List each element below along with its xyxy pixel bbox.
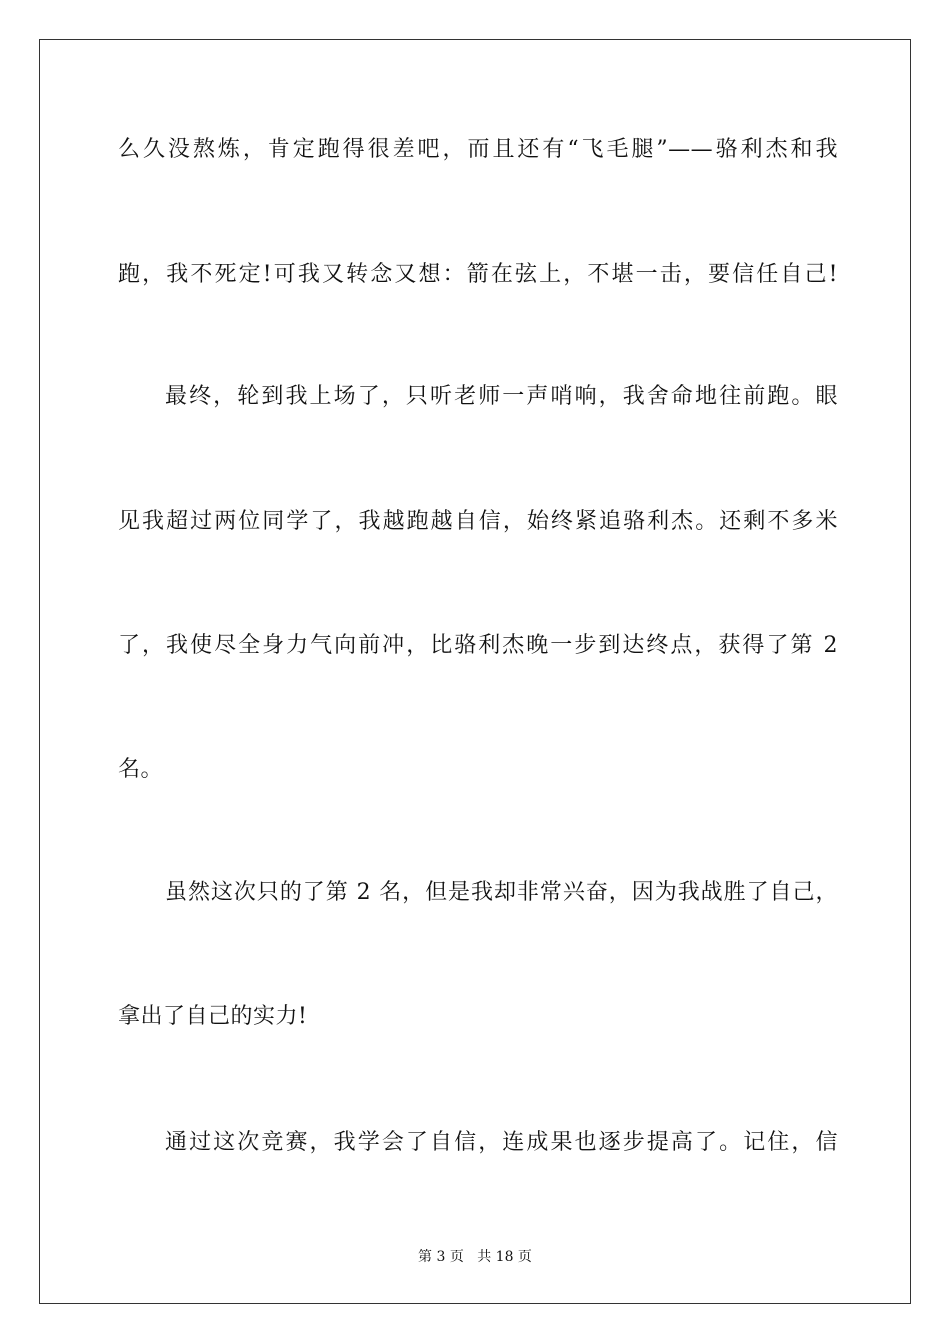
text-line: 名。 — [118, 757, 164, 782]
page-footer — [0, 1247, 950, 1267]
paragraph-line: 虽然这次只的了第 2 名，但是我却非常兴奋，因为我战胜了自己， — [165, 880, 838, 905]
page-number: 第 3 页 — [418, 1249, 464, 1265]
paragraph-line: 通过这次竞赛，我学会了自信，连成果也逐步提高了。记住，信 — [165, 1130, 838, 1155]
page-total: 共 18 页 — [477, 1249, 532, 1265]
text-line: 见我超过两位同学了，我越跑越自信，始终紧追骆利杰。还剩不多米 — [118, 509, 838, 534]
paragraph-line: 最终，轮到我上场了，只听老师一声哨响，我舍命地往前跑。眼 — [165, 384, 838, 409]
page-border — [39, 39, 911, 1304]
text-line: 拿出了自己的实力! — [118, 1004, 308, 1029]
text-line: 么久没熬炼，肯定跑得很差吧，而且还有“飞毛腿”——骆利杰和我 — [118, 137, 838, 162]
text-line: 了，我使尽全身力气向前冲，比骆利杰晚一步到达终点，获得了第 2 — [118, 633, 838, 658]
text-line: 跑，我不死定!可我又转念又想：箭在弦上，不堪一击，要信任自己! — [118, 262, 838, 287]
